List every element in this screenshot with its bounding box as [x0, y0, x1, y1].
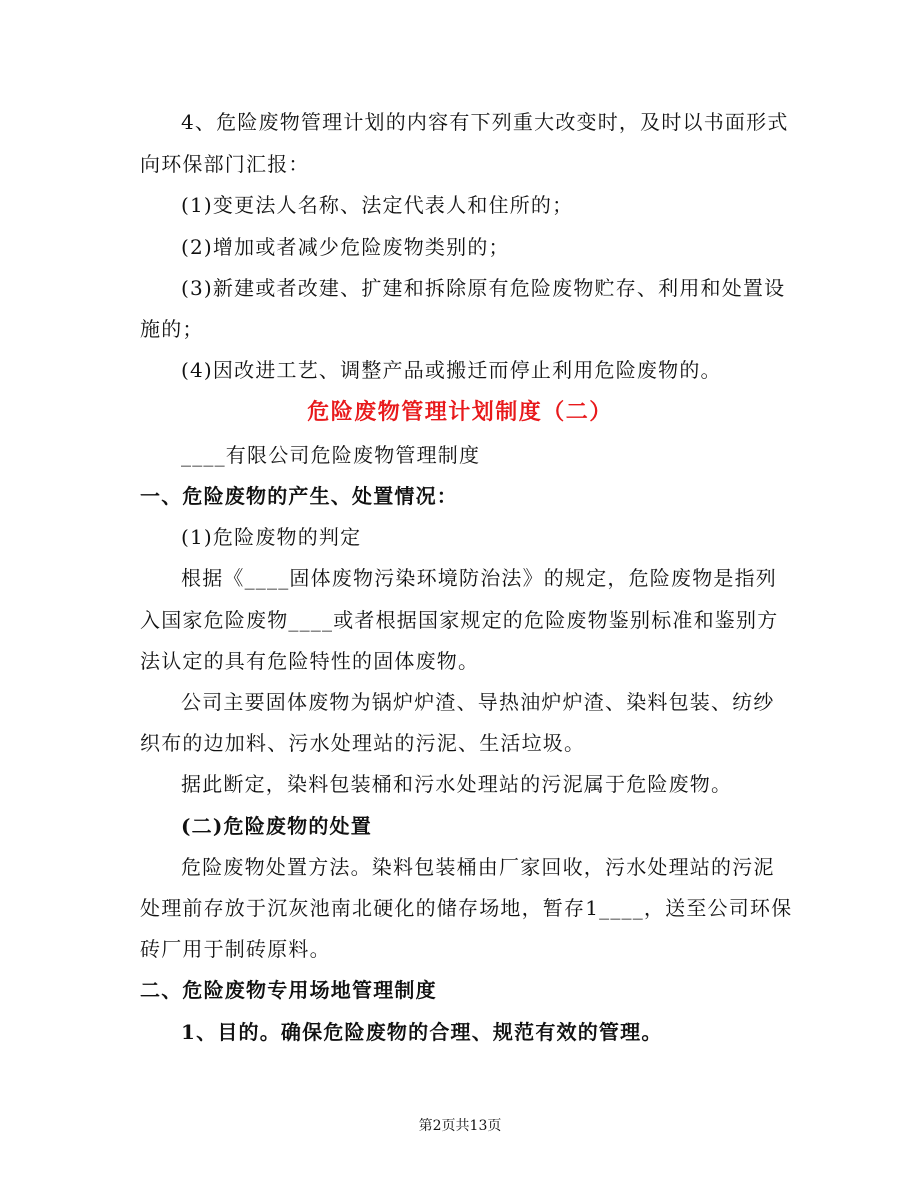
list-item: (3)新建或者改建、扩建和拆除原有危险废物贮存、利用和处置设 [181, 276, 786, 300]
paragraph-line: 危险废物处置方法。染料包装桶由厂家回收，污水处理站的污泥 [181, 855, 775, 879]
list-item: (2)增加或者减少危险废物类别的； [181, 235, 510, 259]
paragraph-line: 向环保部门汇报： [140, 152, 310, 176]
paragraph-line: 砖厂用于制砖原料。 [140, 937, 331, 961]
list-item: (1)变更法人名称、法定代表人和住所的； [181, 193, 574, 217]
heading: 一、危险废物的产生、处置情况： [140, 484, 458, 508]
paragraph-line: 处理前存放于沉灰池南北硬化的储存场地，暂存1____，送至公司环保 [140, 896, 793, 920]
paragraph-line: 据此断定，染料包装桶和污水处理站的污泥属于危险废物。 [181, 772, 733, 796]
paragraph-line: 入国家危险废物____或者根据国家规定的危险废物鉴别标准和鉴别方 [140, 608, 779, 632]
subheading: (1)危险废物的判定 [181, 525, 362, 549]
paragraph-line: 公司主要固体废物为锅炉炉渣、导热油炉炉渣、染料包装、纺纱 [181, 690, 775, 714]
company-line: ____有限公司危险废物管理制度 [181, 443, 481, 467]
section-title: 危险废物管理计划制度（二） [307, 399, 613, 425]
heading: 1、目的。确保危险废物的合理、规范有效的管理。 [181, 1020, 663, 1044]
heading: 二、危险废物专用场地管理制度 [140, 978, 437, 1002]
paragraph-line: 织布的边加料、污水处理站的污泥、生活垃圾。 [140, 731, 586, 755]
list-item: (4)因改进工艺、调整产品或搬迁而停止利用危险废物的。 [181, 358, 722, 382]
paragraph-line: 法认定的具有危险特性的固体废物。 [140, 649, 480, 673]
page-number: 第2页共13页 [418, 1118, 502, 1134]
subheading: (二)危险废物的处置 [181, 814, 372, 838]
paragraph-line: 根据《____固体废物污染环境防治法》的规定，危险废物是指列 [181, 566, 777, 590]
paragraph-line: 4、危险废物管理计划的内容有下列重大改变时，及时以书面形式 [181, 110, 789, 134]
list-item-continuation: 施的； [140, 317, 204, 341]
